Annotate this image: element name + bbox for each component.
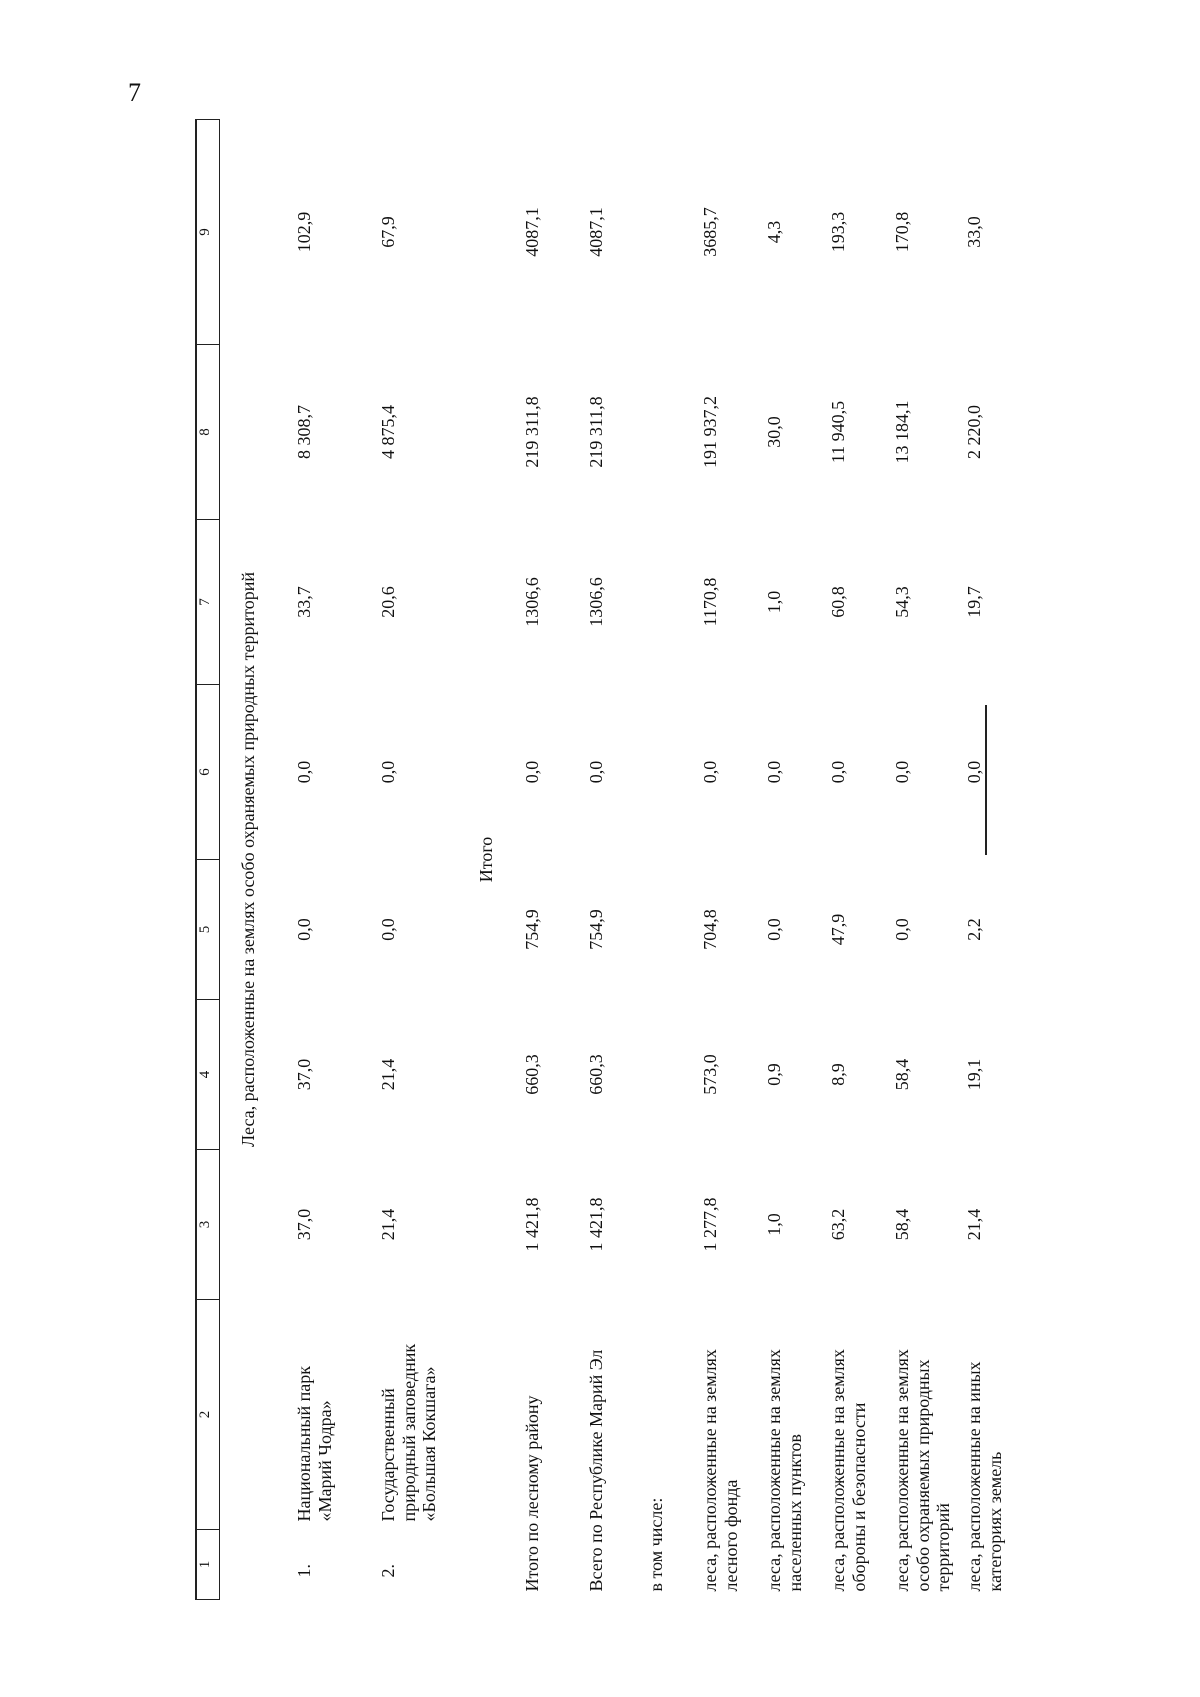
cell: 2,2 (964, 918, 985, 941)
table-row (276, 120, 360, 1600)
cell: 170,8 (892, 211, 912, 253)
cell: 1,0 (764, 1213, 784, 1236)
cell: 219 311,8 (586, 396, 606, 468)
cell: 219 311,8 (522, 396, 542, 468)
table-row (360, 120, 460, 1600)
cell: 4087,1 (522, 207, 542, 257)
col-number: 9 (196, 120, 220, 345)
row-name: леса, расположенные на землях обороны и безопасности (828, 1349, 869, 1592)
cell: 58,4 (892, 1058, 912, 1091)
section-heading-row (220, 120, 277, 1600)
cell: 47,9 (828, 913, 848, 946)
row-name: Всего по Республике Марий Эл (586, 1349, 606, 1592)
page-number: 7 (128, 78, 141, 107)
cell: 21,4 (378, 1208, 398, 1241)
forest-area-table (195, 119, 1018, 1600)
cell: 0,0 (522, 760, 542, 784)
cell: 0,0 (892, 760, 912, 784)
cell: 20,6 (378, 586, 398, 618)
cell: 11 940,5 (828, 400, 848, 464)
cell: 58,4 (892, 1208, 912, 1241)
cell: 102,9 (294, 211, 314, 253)
row-name: Государственный природный заповедник «Большая Кокшага» (378, 1343, 440, 1522)
cell: 33,0 (964, 216, 985, 248)
row-name: леса, расположенные на землях особо охраняемых природных территорий (892, 1349, 954, 1592)
cell: 67,9 (378, 216, 398, 248)
end-divider-line (985, 705, 987, 855)
total-heading-row (460, 120, 512, 1600)
cell: 0,0 (828, 760, 848, 784)
cell: 0,0 (586, 760, 606, 784)
col-number: 5 (196, 860, 220, 1000)
cell: 1306,6 (522, 577, 542, 627)
cell: 0,0 (764, 760, 784, 784)
cell: 1 277,8 (700, 1197, 720, 1252)
table-row (640, 120, 690, 1600)
cell: 37,0 (294, 1058, 314, 1091)
row-name: леса, расположенные на иных категориях земель (964, 1361, 1005, 1592)
cell: 13 184,1 (892, 400, 912, 464)
cell: 4087,1 (586, 207, 606, 257)
cell: 0,0 (294, 918, 314, 941)
cell: 0,0 (964, 760, 985, 784)
row-name: леса, расположенные на землях населенных пунктов (764, 1349, 805, 1592)
table-row (754, 120, 818, 1600)
col-number: 6 (196, 685, 220, 860)
including-label: в том числе: (646, 1497, 666, 1592)
cell: 704,8 (700, 909, 720, 950)
section-title: Леса, расположенные на землях особо охраняемых природных территорий (237, 571, 258, 1148)
cell: 0,0 (378, 918, 398, 941)
cell: 0,9 (764, 1063, 784, 1086)
cell: 37,0 (294, 1208, 314, 1241)
table-row (576, 120, 640, 1600)
cell: 19,7 (964, 586, 985, 618)
cell: 21,4 (378, 1058, 398, 1091)
col-number: 3 (196, 1150, 220, 1300)
row-number: 2. (378, 1564, 398, 1578)
table-row (954, 120, 1018, 1600)
table-row (512, 120, 576, 1600)
cell: 1 421,8 (586, 1197, 606, 1252)
cell: 573,0 (700, 1054, 720, 1095)
col-number: 7 (196, 520, 220, 685)
cell: 0,0 (700, 760, 720, 784)
col-number: 2 (196, 1300, 220, 1530)
cell: 1170,8 (700, 577, 720, 627)
cell: 33,7 (294, 586, 314, 618)
cell: 193,3 (828, 211, 848, 253)
column-number-row (196, 120, 220, 1600)
cell: 0,0 (892, 918, 912, 941)
table-row (818, 120, 882, 1600)
col-number: 4 (196, 1000, 220, 1150)
row-name: Итого по лесному району (522, 1395, 542, 1592)
cell: 0,0 (378, 760, 398, 784)
cell: 0,0 (294, 760, 314, 784)
cell: 2 220,0 (964, 405, 985, 459)
cell: 21,4 (964, 1208, 985, 1241)
col-number: 1 (196, 1530, 220, 1600)
cell: 30,0 (764, 416, 784, 448)
cell: 191 937,2 (700, 396, 720, 468)
cell: 8,9 (828, 1063, 848, 1086)
cell: 0,0 (764, 918, 784, 941)
cell: 60,8 (828, 586, 848, 618)
cell: 754,9 (586, 909, 606, 950)
table-row (882, 120, 954, 1600)
rotated-table-wrapper (195, 120, 1075, 1600)
cell: 660,3 (522, 1054, 542, 1095)
total-title: Итого (475, 836, 496, 883)
row-name: леса, расположенные на землях лесного фонда (700, 1349, 741, 1592)
cell: 19,1 (964, 1058, 985, 1091)
cell: 1 421,8 (522, 1197, 542, 1252)
cell: 3685,7 (700, 207, 720, 257)
cell: 660,3 (586, 1054, 606, 1095)
cell: 4,3 (764, 220, 784, 244)
row-name: Национальный парк «Марий Чодра» (294, 1366, 335, 1522)
table-row (690, 120, 754, 1600)
row-number: 1. (294, 1564, 314, 1578)
cell: 8 308,7 (294, 405, 314, 459)
cell: 754,9 (522, 909, 542, 950)
col-number: 8 (196, 345, 220, 520)
cell: 63,2 (828, 1208, 848, 1241)
cell: 4 875,4 (378, 405, 398, 459)
cell: 1,0 (764, 590, 784, 614)
cell: 54,3 (892, 586, 912, 618)
cell: 1306,6 (586, 577, 606, 627)
